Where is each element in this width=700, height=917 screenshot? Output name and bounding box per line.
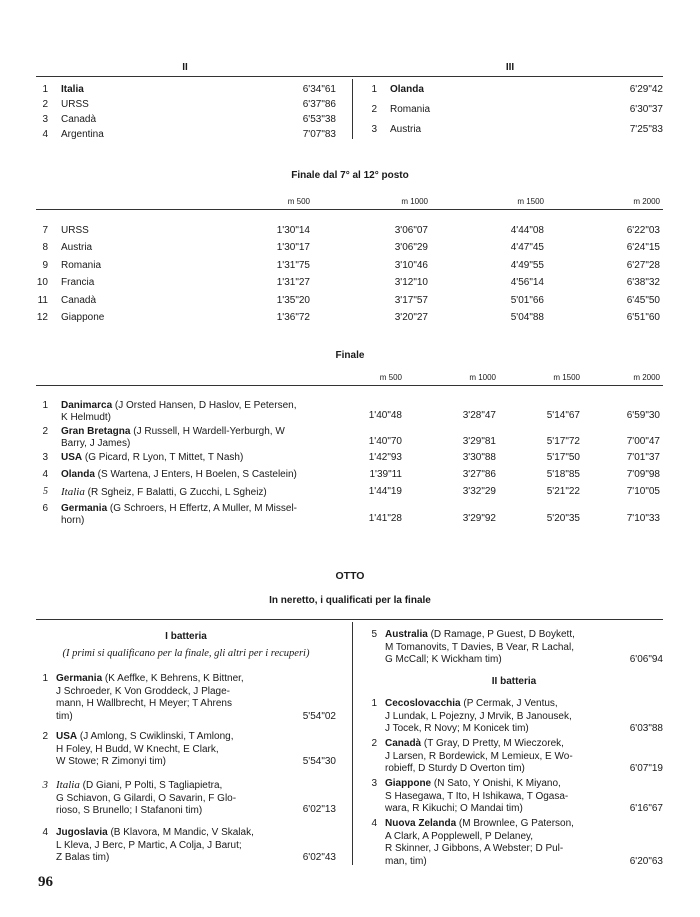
split-time: 1'40"48	[368, 410, 402, 421]
crew-time: 6'02"13	[302, 804, 336, 815]
crew-text	[56, 731, 294, 769]
crew-line	[61, 469, 361, 480]
team-name: Francia	[61, 277, 95, 289]
split-time: 3'06"07	[394, 225, 428, 236]
result-position: 4	[42, 129, 48, 140]
crew-line	[61, 486, 361, 498]
column-header: m 1500	[517, 197, 544, 206]
crew-line: mann, H Wallbrecht, H Meyer; T Ahrens	[56, 698, 232, 709]
split-time: 1'31"75	[276, 259, 310, 271]
split-time: 3'06"29	[394, 242, 428, 254]
team-name: Giappone	[61, 312, 105, 323]
crew-names: (K Aeffke, K Behrens, K Bittner,	[102, 673, 244, 684]
crew-line: rioso, S Brunello; I Stafanoni tim)	[56, 805, 203, 816]
nation-name: Danimarca	[61, 400, 113, 411]
column-header: m 500	[379, 373, 402, 382]
column-divider	[352, 622, 353, 865]
crew-line: G McCall; K Wickham tim)	[385, 654, 502, 665]
result-position: 2	[371, 104, 377, 115]
crew-line	[385, 818, 621, 831]
team-name: URSS	[61, 225, 89, 236]
crew-line: G Schiavon, G Gilardi, O Savarin, F Glo-	[56, 792, 237, 804]
result-position: 3	[42, 114, 48, 125]
crew-line: S Hasegawa, T Ito, H Ishikawa, T Ogasa-	[385, 790, 569, 802]
result-position: 3	[371, 778, 377, 789]
split-time: 1'36"72	[276, 312, 310, 323]
heat2-results	[36, 84, 336, 144]
team-name: Austria	[390, 124, 422, 135]
split-time: 3'20"27	[394, 312, 428, 323]
crew-line: L Kleva, J Berc, P Martic, A Colja, J Barut;	[56, 839, 242, 851]
crew-line	[56, 731, 294, 744]
crew-text	[385, 778, 621, 816]
crew-line: H Foley, H Budd, W Knecht, E Clark,	[56, 743, 219, 755]
finale-table	[36, 369, 663, 529]
nation-name: Italia	[56, 779, 80, 791]
crew-line: robieff, D Sturdy D Overton tim)	[385, 763, 525, 774]
column-header: m 1000	[401, 197, 428, 206]
crew-names: (M Brownlee, G Paterson,	[456, 818, 574, 829]
crew-names: (G Picard, R Lyon, T Mittet, T Nash)	[82, 452, 244, 463]
crew-names-cont: K Helmudt)	[61, 412, 112, 423]
crew-names: (B Klavora, M Mandic, V Skalak,	[107, 827, 254, 838]
crew-line	[61, 426, 361, 437]
column-header: m 1000	[469, 373, 496, 382]
crew-line	[385, 738, 621, 751]
result-position: 2	[371, 738, 377, 749]
split-time: 1'44"19	[368, 486, 402, 497]
result-time: 6'53"38	[302, 114, 336, 125]
crew-line: J Larsen, R Bordewick, M Lemieux, E Wo-	[385, 750, 573, 762]
crew-entry	[36, 673, 336, 737]
split-time: 6'45"50	[626, 294, 660, 306]
result-position: 2	[42, 426, 48, 437]
column-divider	[352, 79, 353, 139]
crew-line: M Tomanovits, T Davies, B Vear, R Lachal,	[385, 641, 574, 653]
crew-time: 5'54"02	[302, 710, 336, 722]
crew-text	[56, 673, 294, 723]
team-name: Argentina	[61, 129, 104, 140]
split-time: 3'17"57	[394, 294, 428, 306]
split-time: 3'27"86	[462, 469, 496, 480]
crew-line	[56, 673, 294, 686]
crew-text	[385, 698, 621, 736]
crew-time: 6'20"63	[629, 855, 663, 867]
result-position: 1	[42, 673, 48, 684]
split-time: 4'56"14	[510, 277, 544, 289]
split-time: 5'18"85	[546, 469, 580, 480]
nation-name: Germania	[56, 673, 103, 684]
result-position: 1	[42, 400, 48, 411]
result-position: 4	[42, 827, 48, 838]
result-position: 3	[371, 124, 377, 135]
team-name: Italia	[61, 84, 84, 95]
otto-subtitle: In neretto, i qualificati per la finale	[269, 595, 431, 606]
split-time: 7'10"33	[626, 513, 660, 524]
divider	[36, 619, 663, 620]
crew-names: (D Giani, P Polti, S Tagliapietra,	[79, 780, 223, 791]
nation-name: Germania	[61, 503, 108, 514]
result-time: 6'34"61	[302, 84, 336, 95]
split-time: 4'47"45	[510, 242, 544, 254]
split-time: 7'10"05	[626, 486, 660, 497]
crew-names: (P Cermak, J Ventus,	[460, 698, 558, 709]
crew-entry	[365, 818, 663, 882]
crew-line	[385, 629, 621, 642]
result-position: 3	[42, 779, 48, 791]
nation-name: USA	[56, 731, 78, 742]
split-time: 5'01"66	[510, 294, 544, 306]
nation-name: Australia	[385, 629, 428, 640]
result-position: 9	[42, 259, 48, 271]
crew-line: A Clark, A Popplewell, P Delaney,	[385, 830, 534, 842]
crew-names: (N Sato, Y Onishi, K Miyano,	[431, 778, 561, 789]
crew-text	[385, 629, 621, 667]
crew-line	[61, 400, 361, 411]
split-time: 3'32"29	[462, 486, 496, 497]
split-time: 5'20"35	[546, 513, 580, 524]
crew-names-cont: horn)	[61, 515, 85, 526]
crew-text	[56, 779, 294, 818]
split-time: 3'28"47	[462, 410, 496, 421]
result-time: 6'37"86	[302, 99, 336, 110]
crew-time: 6'07"19	[629, 763, 663, 774]
crew-text	[385, 818, 621, 868]
crew-line	[61, 452, 361, 463]
crew-names: (D Ramage, P Guest, D Boykett,	[427, 629, 575, 640]
batteria1-note: (I primi si qualificano per la finale, gli altri per i recuperi)	[62, 648, 310, 659]
nation-name: Nuova Zelanda	[385, 818, 457, 829]
split-time: 1'30"14	[276, 225, 310, 236]
crew-line	[385, 698, 621, 711]
result-position: 4	[371, 818, 377, 829]
crew-line	[61, 503, 361, 514]
divider	[36, 76, 663, 77]
batteria2-title: II batteria	[491, 676, 537, 687]
result-time: 6'30"37	[629, 104, 663, 115]
batteria1-title: I batteria	[165, 631, 207, 642]
split-time: 3'10"46	[394, 259, 428, 271]
result-time: 7'25"83	[629, 124, 663, 135]
otto-title: OTTO	[335, 570, 365, 582]
result-position: 10	[36, 277, 48, 289]
team-name: Canadà	[61, 114, 97, 125]
finale-7-12-title: Finale dal 7° al 12° posto	[291, 170, 409, 181]
split-time: 3'29"92	[462, 513, 496, 524]
nation-name: USA	[61, 452, 83, 463]
split-time: 6'51"60	[626, 312, 660, 323]
crew-time: 6'16"67	[629, 803, 663, 814]
crew-line: W Stowe; R Zimonyi tim)	[56, 756, 167, 767]
crew-names: (G Schroers, H Effertz, A Muller, M Missel-	[107, 503, 297, 514]
split-time: 6'38"32	[626, 277, 660, 289]
crew-line	[56, 827, 294, 840]
heat3-results	[365, 84, 663, 144]
crew-line: J Lundak, L Pojezny, J Mrvik, B Janousek,	[385, 710, 572, 722]
crew-entry	[36, 827, 336, 891]
crew-names-cont: Barry, J James)	[61, 438, 131, 449]
result-position: 11	[37, 294, 48, 306]
result-position: 7	[42, 225, 48, 236]
column-header: m 2000	[633, 373, 660, 382]
heat2-title: II	[182, 62, 188, 73]
result-time: 7'07"83	[302, 129, 336, 140]
nation-name: Italia	[61, 486, 85, 498]
split-time: 5'14"67	[546, 410, 580, 421]
column-header: m 1500	[553, 373, 580, 382]
split-time: 4'44"08	[510, 225, 544, 236]
result-position: 3	[42, 452, 48, 463]
split-time: 1'35"20	[276, 294, 310, 306]
team-name: URSS	[61, 99, 89, 110]
crew-line: tim)	[56, 710, 73, 722]
result-position: 6	[42, 503, 48, 514]
split-time: 6'22"03	[626, 225, 660, 236]
split-time: 6'59"30	[626, 410, 660, 421]
result-position: 5	[371, 629, 377, 640]
split-time: 3'29"81	[462, 436, 496, 447]
column-header: m 500	[287, 197, 310, 206]
batteria1-continued	[365, 629, 663, 669]
finale-title: Finale	[335, 350, 365, 361]
crew-line	[56, 779, 294, 793]
split-time: 1'39"11	[369, 469, 402, 480]
result-position: 1	[371, 84, 377, 95]
crew-names: (J Russell, H Wardell-Yerburgh, W	[130, 426, 285, 437]
crew-names: (T Gray, D Pretty, M Wieczorek,	[421, 738, 564, 749]
split-time: 5'04"88	[510, 312, 544, 323]
crew-names: (R Sgheiz, F Balatti, G Zucchi, L Sgheiz)	[84, 487, 267, 498]
split-time: 6'27"28	[626, 259, 660, 271]
nation-name: Gran Bretagna	[61, 426, 131, 437]
column-header: m 2000	[633, 197, 660, 206]
split-time: 5'21"22	[546, 486, 580, 497]
result-position: 8	[42, 242, 48, 254]
crew-line: J Schroeder, K Von Groddeck, J Plage-	[56, 685, 230, 697]
split-time: 3'30"88	[462, 452, 496, 463]
result-position: 5	[43, 486, 48, 497]
result-position: 12	[36, 312, 48, 323]
team-name: Romania	[390, 104, 431, 115]
batteria1-results	[36, 673, 336, 873]
crew-line: wara, R Kikuchi; O Mandai tim)	[385, 803, 523, 814]
crew-time: 5'54"30	[302, 756, 336, 767]
split-time: 6'24"15	[626, 242, 660, 254]
crew-time: 6'06"94	[629, 654, 663, 665]
split-time: 5'17"72	[546, 436, 580, 447]
result-position: 1	[371, 698, 377, 709]
team-name: Olanda	[390, 84, 424, 95]
nation-name: Jugoslavia	[56, 827, 108, 838]
split-time: 3'12"10	[394, 277, 428, 289]
split-time: 1'30"17	[276, 242, 310, 254]
nation-name: Cecoslovacchia	[385, 698, 461, 709]
finale-7-12-table	[36, 193, 663, 328]
split-time: 1'41"28	[368, 513, 402, 524]
team-name: Canadà	[61, 294, 97, 306]
split-time: 7'00"47	[626, 436, 660, 447]
nation-name: Giappone	[385, 778, 432, 789]
crew-line	[385, 778, 621, 791]
heat3-title: III	[505, 62, 515, 73]
batteria2-results	[365, 698, 663, 868]
result-position: 1	[42, 84, 48, 95]
split-time: 1'31"27	[276, 277, 310, 289]
crew-line: R Skinner, J Gibbons, A Webster; D Pul-	[385, 843, 564, 854]
crew-line: man, tim)	[385, 855, 427, 867]
crew-text	[56, 827, 294, 865]
nation-name: Canadà	[385, 738, 422, 749]
team-name: Romania	[61, 259, 102, 271]
crew-names: (J Amlong, S Cwiklinski, T Amlong,	[77, 731, 234, 742]
crew-text	[385, 738, 621, 776]
result-position: 2	[42, 99, 48, 110]
crew-line: J Tocek, R Novy; M Konicek tim)	[385, 723, 529, 734]
crew-time: 6'03"88	[629, 723, 663, 734]
split-time: 7'01"37	[626, 452, 660, 463]
crew-names: (J Orsted Hansen, D Haslov, E Petersen,	[112, 400, 297, 411]
result-position: 4	[42, 469, 48, 480]
crew-line: Z Balas tim)	[56, 852, 110, 863]
split-time: 5'17"50	[546, 452, 580, 463]
result-position: 2	[42, 731, 48, 742]
split-time: 4'49"55	[510, 259, 544, 271]
crew-names: (S Wartena, J Enters, H Boelen, S Castelein)	[94, 469, 297, 480]
split-time: 1'40"70	[368, 436, 402, 447]
nation-name: Olanda	[61, 469, 95, 480]
crew-time: 6'02"43	[302, 852, 336, 863]
result-time: 6'29"42	[629, 84, 663, 95]
team-name: Austria	[61, 242, 93, 254]
split-time: 1'42"93	[368, 452, 402, 463]
page-number: 96	[38, 874, 53, 890]
split-time: 7'09"98	[626, 469, 660, 480]
